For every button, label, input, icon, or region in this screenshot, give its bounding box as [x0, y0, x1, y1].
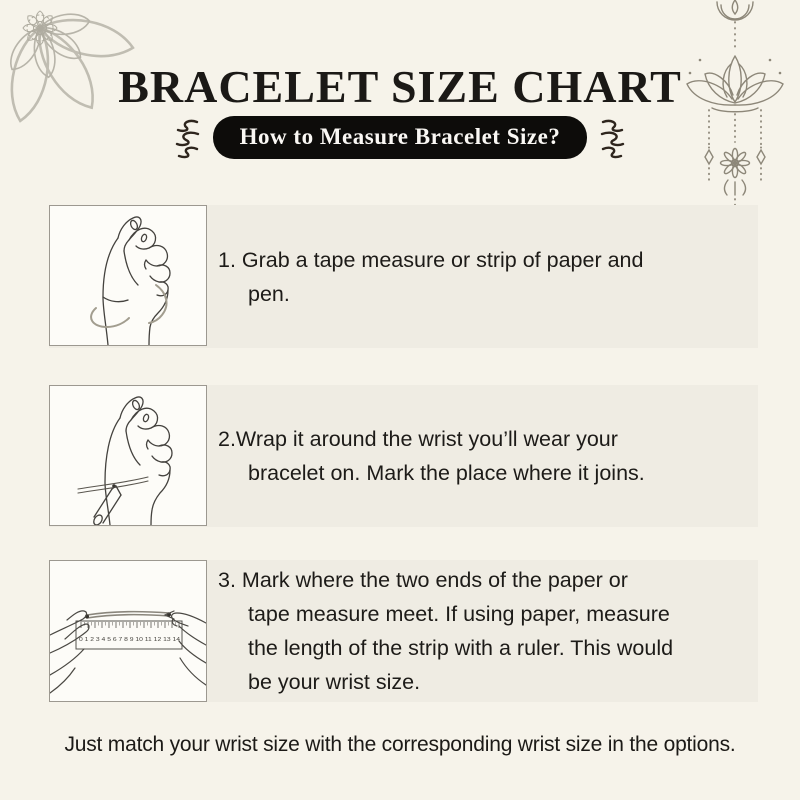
page-title: BRACELET SIZE CHART — [118, 61, 682, 112]
footer-note: Just match your wrist size with the corresponding wrist size in the options. — [64, 733, 736, 756]
step-line: be your wrist size. — [248, 670, 421, 694]
step3-text — [218, 563, 673, 699]
badge-row — [0, 116, 800, 159]
how-to-measure-badge: How to Measure Bracelet Size? — [213, 116, 588, 159]
hand-with-string-and-pen-icon — [50, 386, 206, 525]
step1-illustration-box — [49, 205, 207, 346]
step-line: pen. — [248, 281, 290, 306]
hands-with-ruler-icon — [50, 561, 206, 701]
step-line: 2.Wrap it around the wrist you’ll wear your — [218, 427, 618, 451]
step-row-2 — [49, 385, 758, 527]
step1-text — [218, 243, 643, 311]
hand-with-tape-measure-icon — [50, 206, 206, 345]
step3-text-area — [207, 560, 758, 702]
steps-list — [49, 205, 758, 702]
step2-text — [218, 422, 645, 490]
ruler-numbers: 0 1 2 3 4 5 6 7 8 9 10 11 12 13 14 — [79, 637, 180, 643]
step3-illustration-box — [49, 560, 207, 702]
step-line: tape measure meet. If using paper, measure — [248, 602, 670, 626]
step-line: the length of the strip with a ruler. This would — [248, 636, 674, 660]
step2-illustration-box — [49, 385, 207, 526]
squiggle-flourish-left-icon — [173, 117, 201, 159]
step-row-1 — [49, 205, 758, 348]
step1-text-area — [207, 205, 758, 348]
squiggle-flourish-right-icon — [599, 117, 627, 159]
step2-text-area — [207, 385, 758, 527]
step-line: 3. Mark where the two ends of the paper or — [218, 568, 628, 592]
step-line: 1. Grab a tape measure or strip of paper and — [218, 247, 644, 272]
step-line: bracelet on. Mark the place where it joins. — [248, 461, 645, 485]
step-row-3 — [49, 560, 758, 702]
